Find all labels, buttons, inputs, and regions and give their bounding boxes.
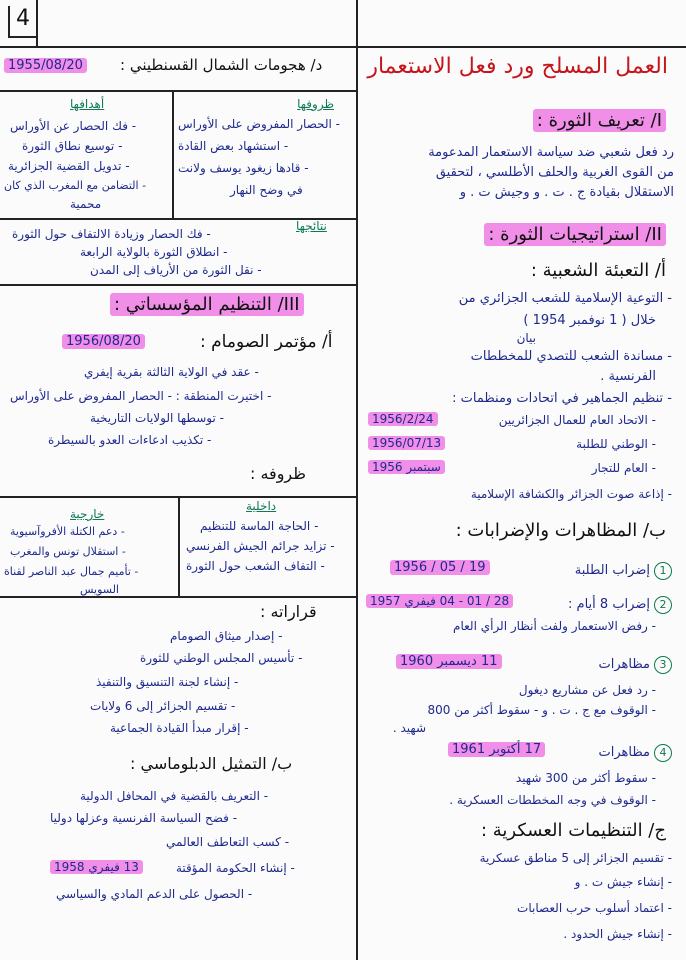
dip-line-2: - فضح السياسة الفرنسية وعزلها دوليا xyxy=(50,811,238,825)
ext-line-2: - استقلال تونس والمغرب xyxy=(10,545,126,558)
res-line-2: - انطلاق الثورة بالولاية الرابعة xyxy=(80,245,228,259)
dip-line-3: - كسب التعاطف العالمي xyxy=(166,835,290,849)
top-rule xyxy=(0,46,686,48)
soummam-line-1: - عقد في الولاية الثالثة بقرية إيفري xyxy=(84,365,259,379)
dip-line-1: - التعريف بالقضية في المحافل الدولية xyxy=(80,789,269,803)
dem1-line-2: - الوقوف مع ج . ت . و - سقوط أكثر من 800 xyxy=(427,703,656,717)
main-title: العمل المسلح ورد فعل الاستعمار xyxy=(367,54,668,79)
definition-line-1: رد فعل شعبي ضد سياسة الاستعمار المدعومة xyxy=(428,145,674,160)
dec-line-2: - تأسيس المجلس الوطني للثورة xyxy=(140,651,303,665)
rule-before-decisions xyxy=(0,596,356,598)
mob-line-2: خلال ( 1 نوفمبر 1954 ) xyxy=(523,313,656,328)
rule-after-attack-title xyxy=(0,90,356,92)
diplomacy-title: ب/ التمثيل الدبلوماسي : xyxy=(130,754,293,773)
mil-line-4: - إنشاء جيش الحدود . xyxy=(563,927,672,941)
soummam-line-4: - تكذيب ادعاءات العدو بالسيطرة xyxy=(48,433,212,447)
res-line-3: - نقل الثورة من الأرياف إلى المدن xyxy=(90,263,262,277)
dip-line-4: - إنشاء الحكومة المؤقتة xyxy=(176,861,295,875)
dec-line-3: - إنشاء لجنة التنسيق والتنفيذ xyxy=(96,675,239,689)
circle-num-3: 3 xyxy=(654,656,672,674)
int-line-2: - تزايد جرائم الجيش الفرنسي xyxy=(186,539,335,553)
dec-line-5: - إقرار مبدأ القيادة الجماعية xyxy=(110,721,249,735)
cond-line-2: - استشهاد بعض القادة xyxy=(178,139,289,153)
mil-line-2: - إنشاء جيش ت . و xyxy=(574,875,672,889)
dip-line-5: - الحصول على الدعم المادي والسياسي xyxy=(56,887,253,901)
mob-line-5: الفرنسية . xyxy=(600,369,656,384)
definition-title: I/ تعريف الثورة : xyxy=(533,112,666,130)
soummam-line-3: - توسطها الولايات التاريخية xyxy=(90,411,224,425)
cond-label: ظروفها xyxy=(297,97,334,111)
aims-line-2: - توسيع نطاق الثورة xyxy=(22,139,123,153)
dem2-line-1: - سقوط أكثر من 300 شهيد xyxy=(515,771,656,785)
date-ugta: 1956/2/24 xyxy=(368,412,438,426)
center-divider xyxy=(356,0,358,960)
page-number: 4 xyxy=(8,6,36,38)
external-label: خارجية xyxy=(70,507,105,521)
soummam-date: 1956/08/20 xyxy=(62,334,145,349)
dem1: 3مظاهرات xyxy=(599,656,672,674)
dem1-line-1: - رد فعل عن مشاريع ديغول xyxy=(518,683,656,697)
definition-line-2: من القوى الغربية والحلف الأطلسي ، لتحقيق xyxy=(435,165,674,180)
int-line-3: - التفاف الشعب حول الثورة xyxy=(186,559,325,573)
internal-label: داخلية xyxy=(246,499,277,513)
mobilization-title: أ/ التعبئة الشعبية : xyxy=(530,260,666,281)
rule-before-org xyxy=(0,284,356,286)
int-ext-divider xyxy=(178,496,180,596)
attack-date: 1955/08/20 xyxy=(4,58,87,73)
strike2: 2إضراب 8 أيام : xyxy=(568,596,672,614)
circle-num-1: 1 xyxy=(654,562,672,580)
date-ugca: سبتمبر 1956 xyxy=(368,460,445,474)
military-title: ج/ التنظيمات العسكرية : xyxy=(480,820,666,841)
attack-title: د/ هجومات الشمال القسنطيني : xyxy=(120,56,323,74)
left-margin-line xyxy=(36,0,38,48)
dem1-line-3: شهيد . xyxy=(392,721,426,735)
strategies-title: II/ استراتيجيات الثورة : xyxy=(484,226,666,244)
mob-line-6: - تنظيم الجماهير في اتحادات ومنظمات : xyxy=(452,391,672,406)
ext-line-3: - تأميم جمال عبد الناصر لقناة xyxy=(4,565,139,578)
strike2-date: 28 / 01 - 04 فيفري 1957 xyxy=(366,594,513,608)
mob-line-7: - الاتحاد العام للعمال الجزائريين xyxy=(498,413,656,427)
dec-line-4: - تقسيم الجزائر إلى 6 ولايات xyxy=(90,699,236,713)
gov-date: 13 فيفري 1958 xyxy=(50,860,143,874)
dem2-line-2: - الوقوف في وجه المخططات العسكرية . xyxy=(449,793,656,807)
dem2-date: 17 أكتوبر 1961 xyxy=(448,742,545,757)
mob-line-11: - العام للتجار xyxy=(591,461,656,475)
mob-line-4: - مساندة الشعب للتصدي للمخططات xyxy=(470,349,672,364)
soummam-title: أ/ مؤتمر الصومام : xyxy=(200,332,333,352)
demonstrations-title: ب/ المظاهرات والإضرابات : xyxy=(455,520,666,541)
org-title: III/ التنظيم المؤسساتي : xyxy=(110,296,304,314)
dem2: 4مظاهرات xyxy=(599,744,672,762)
strike2-note: - رفض الاستعمار ولفت أنظار الرأي العام xyxy=(453,619,656,633)
aims-label: أهدافها xyxy=(70,97,105,111)
mob-line-3: بيان xyxy=(516,331,536,345)
decisions-title: قراراته : xyxy=(260,602,317,621)
cond-aims-divider xyxy=(172,90,174,218)
mil-line-1: - تقسيم الجزائر إلى 5 مناطق عسكرية xyxy=(479,851,672,865)
date-ugema: 1956/07/13 xyxy=(368,436,445,450)
mob-line-13: - إذاعة صوت الجزائر والكشافة الإسلامية xyxy=(470,487,672,501)
circumstances-title: ظروفه : xyxy=(250,464,306,483)
cond-line-4: في وضح النهار xyxy=(230,183,303,197)
ext-line-4: السويس xyxy=(80,583,119,596)
mil-line-3: - اعتماد أسلوب حرب العصابات xyxy=(517,901,672,915)
strike1-date: 19 / 05 / 1956 xyxy=(390,560,490,575)
cond-line-1: - الحصار المفروض على الأوراس xyxy=(178,117,340,131)
definition-line-3: الاستقلال بقيادة ج . ت . و وجيش ت . و xyxy=(459,185,674,200)
aims-line-4: - التضامن مع المغرب الذي كان xyxy=(4,179,147,192)
ext-line-1: - دعم الكتلة الأفروآسيوية xyxy=(10,525,125,538)
aims-line-1: - فك الحصار عن الأوراس xyxy=(10,119,137,133)
dem1-date: 11 ديسمبر 1960 xyxy=(396,654,502,669)
dec-line-1: - إصدار ميثاق الصومام xyxy=(170,629,283,643)
aims-line-3: - تدويل القضية الجزائرية xyxy=(8,159,130,173)
mob-line-1: - التوعية الإسلامية للشعب الجزائري من xyxy=(458,291,672,306)
circle-num-4: 4 xyxy=(654,744,672,762)
strike1: 1إضراب الطلبة xyxy=(575,562,672,580)
int-line-1: - الحاجة الماسة للتنظيم xyxy=(200,519,319,533)
results-label: نتائجها xyxy=(296,219,327,233)
aims-line-5: محمية xyxy=(70,197,102,211)
cond-line-3: - قادها زيغود يوسف ولانت xyxy=(178,161,309,175)
mob-line-9: - الوطني للطلبة xyxy=(576,437,656,451)
soummam-line-2: - اختيرت المنطقة : - الحصار المفروض على الأوراس xyxy=(10,389,272,403)
res-line-1: - فك الحصار وزيادة الالتفاف حول الثورة xyxy=(12,227,211,241)
circle-num-2: 2 xyxy=(654,596,672,614)
